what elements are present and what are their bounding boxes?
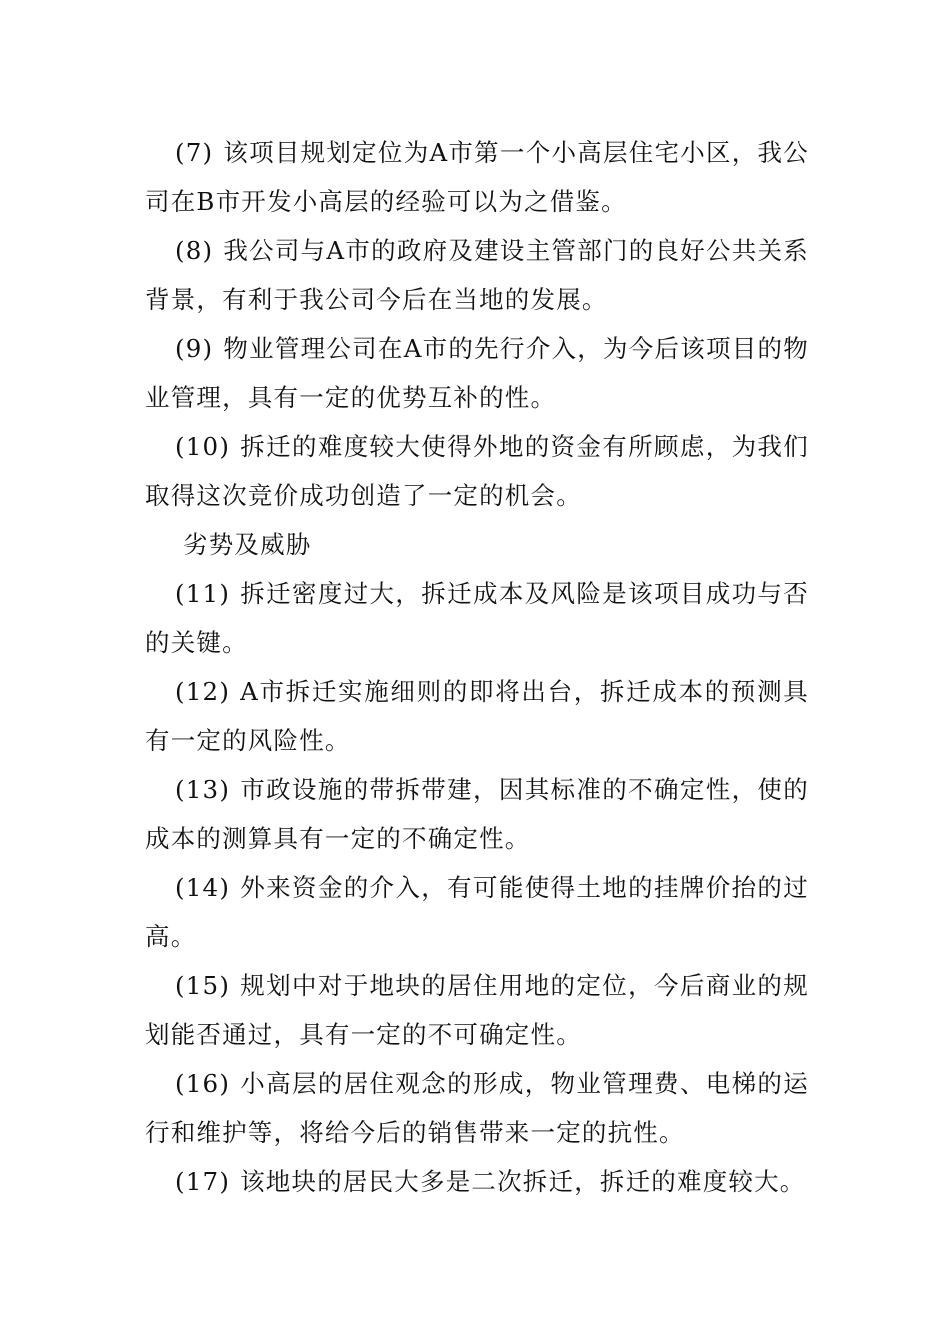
paragraph-10 <box>145 422 809 520</box>
paragraph-text: 小高层的居住观念的形成，物业管理费、电梯的运行和维护等，将给今后的销售带来一定的抗性。 <box>145 1069 809 1147</box>
paragraph-text: 规划中对于地块的居住用地的定位，今后商业的规划能否通过，具有一定的不可确定性。 <box>145 971 809 1049</box>
paragraph-text: 拆迁的难度较大使得外地的资金有所顾虑，为我们取得这次竞价成功创造了一定的机会。 <box>145 432 809 510</box>
paragraph-number: (16) <box>175 1069 231 1098</box>
paragraph-number: (14) <box>175 873 231 902</box>
paragraph-text: 市政设施的带拆带建，因其标准的不确定性，使的成本的测算具有一定的不确定性。 <box>145 775 809 853</box>
paragraph-11 <box>145 569 809 667</box>
paragraph-9 <box>145 324 809 422</box>
paragraph-number: (10) <box>175 432 231 461</box>
paragraph-number: (7) <box>175 138 214 167</box>
paragraph-text: 拆迁密度过大，拆迁成本及风险是该项目成功与否的关键。 <box>145 579 809 657</box>
paragraph-text: 该项目规划定位为A市第一个小高层住宅小区，我公司在B市开发小高层的经验可以为之借鉴。 <box>145 138 809 216</box>
paragraph-16 <box>145 1059 809 1157</box>
paragraph-text: 该地块的居民大多是二次拆迁，拆迁的难度较大。 <box>240 1167 806 1196</box>
paragraph-8 <box>145 226 809 324</box>
paragraph-text: 物业管理公司在A市的先行介入，为今后该项目的物业管理，具有一定的优势互补的性。 <box>145 334 809 412</box>
paragraph-17 <box>145 1157 809 1206</box>
paragraph-text: 外来资金的介入，有可能使得土地的挂牌价抬的过高。 <box>145 873 809 951</box>
paragraph-number: (12) <box>175 677 231 706</box>
paragraph-text: A市拆迁实施细则的即将出台，拆迁成本的预测具有一定的风险性。 <box>145 677 809 755</box>
paragraph-text: 我公司与A市的政府及建设主管部门的良好公共关系背景，有利于我公司今后在当地的发展。 <box>145 236 809 314</box>
paragraph-number: (17) <box>175 1167 231 1196</box>
paragraph-12 <box>145 667 809 765</box>
paragraph-number: (9) <box>175 334 214 363</box>
paragraph-7 <box>145 128 809 226</box>
paragraph-14 <box>145 863 809 961</box>
section-heading: 劣势及威胁 <box>183 530 312 559</box>
paragraph-13 <box>145 765 809 863</box>
paragraph-number: (13) <box>175 775 231 804</box>
paragraph-number: (15) <box>175 971 231 1000</box>
paragraph-number: (8) <box>175 236 214 265</box>
document-body <box>145 128 809 1206</box>
paragraph-15 <box>145 961 809 1059</box>
paragraph-number: (11) <box>175 579 231 608</box>
